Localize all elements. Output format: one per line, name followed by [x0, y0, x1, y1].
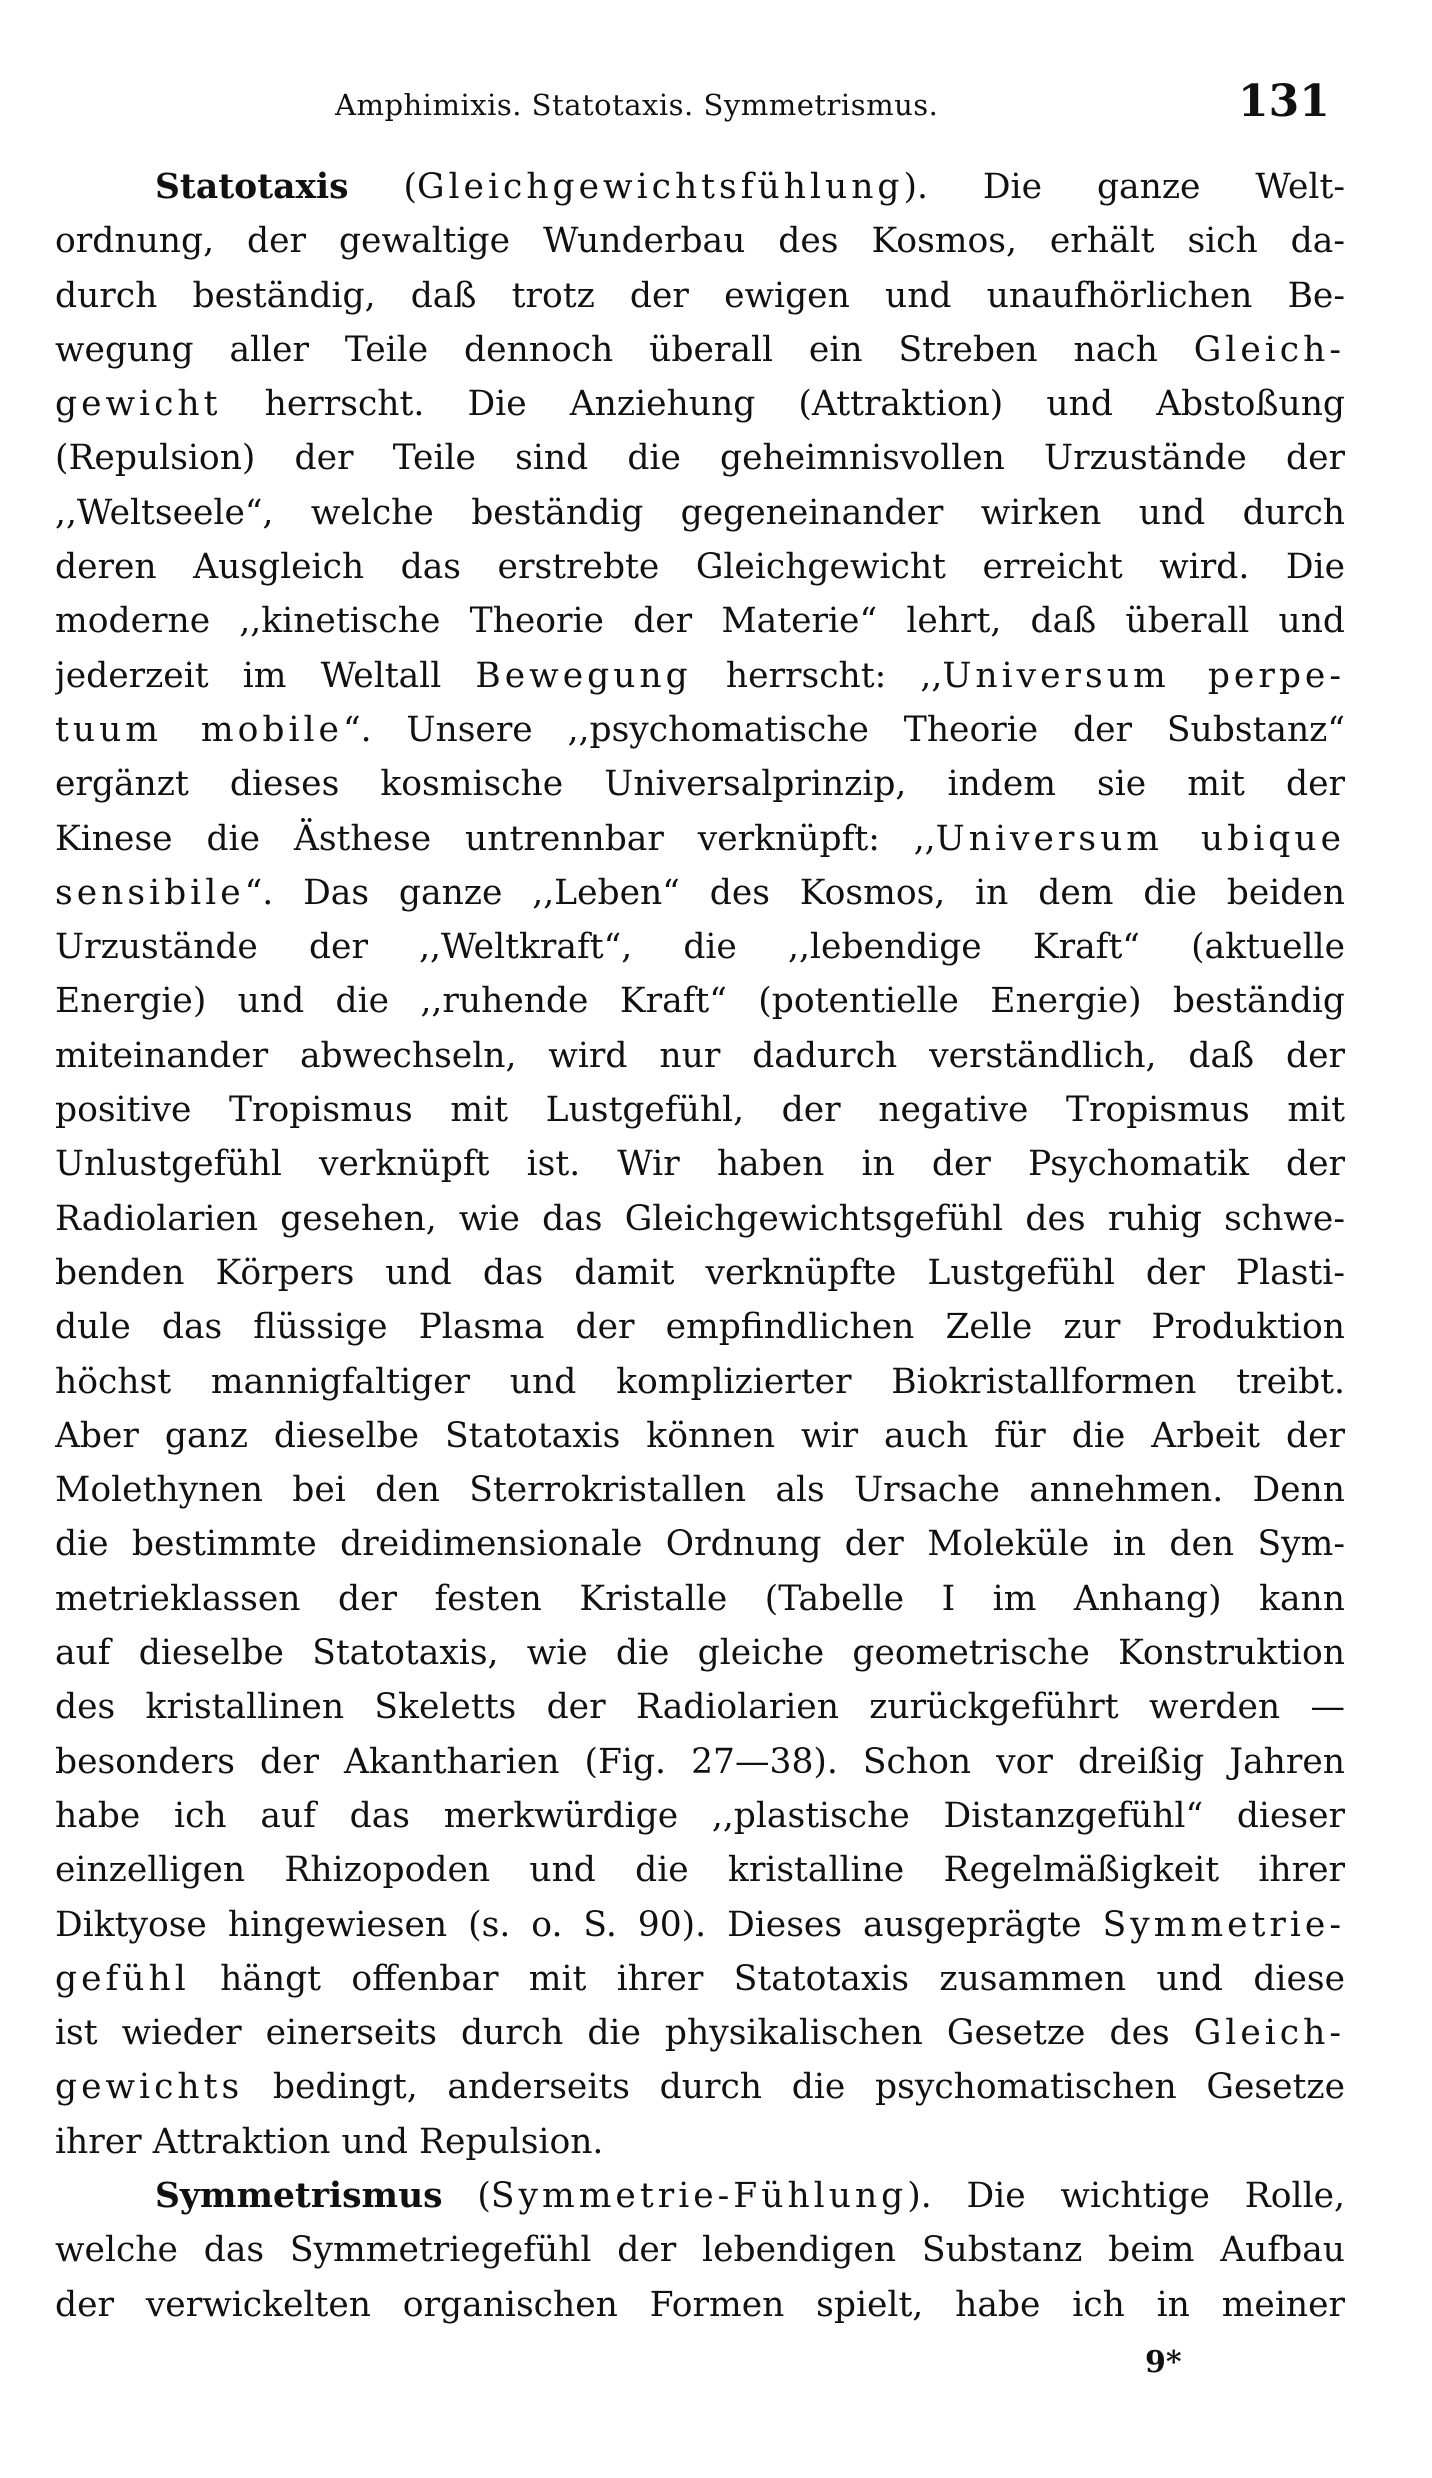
text-segment: ist wieder einerseits durch die physikalischen Gesetze des [55, 2013, 1194, 2054]
text-line [55, 1192, 1345, 1246]
text-line [55, 377, 1345, 431]
text-segment: die bestimmte dreidimensionale Ordnung der Moleküle in den Sym- [55, 1524, 1345, 1565]
text-line [55, 486, 1345, 540]
text-line [55, 2115, 1345, 2169]
spaced-emphasis: Symmetrie- [1102, 1904, 1345, 1945]
text-line [55, 1137, 1345, 1191]
text-line [55, 649, 1345, 703]
spaced-emphasis: Gleichgewichtsfühlung [416, 167, 904, 207]
spaced-emphasis: gewicht [55, 384, 222, 425]
text-line [55, 1898, 1345, 1952]
text-segment: (Repulsion) der Teile sind die geheimnisvollen Urzustände der [55, 438, 1345, 479]
text-line [55, 866, 1345, 920]
text-line [55, 160, 1345, 214]
text-segment: herrscht: ,, [691, 655, 943, 696]
text-segment: ( [442, 2175, 491, 2216]
text-segment: Urzustände der ,,Weltkraft“, die ,,lebendige Kraft“ (aktuelle [55, 927, 1345, 968]
text-segment: Aber ganz dieselbe Statotaxis können wir auch für die Arbeit der [55, 1415, 1345, 1456]
text-line [55, 1355, 1345, 1409]
text-line [55, 1517, 1345, 1571]
text-segment: der verwickelten organischen Formen spielt, habe ich in meiner [55, 2284, 1345, 2325]
text-line [55, 2060, 1345, 2114]
text-segment: jederzeit im Weltall [55, 655, 476, 696]
text-segment: Radiolarien gesehen, wie das Gleichgewichtsgefühl des ruhig schwe- [55, 1198, 1345, 1239]
text-line [55, 1572, 1345, 1626]
text-segment: einzelligen Rhizopoden und die kristalline Regelmäßigkeit ihrer [55, 1850, 1345, 1891]
text-segment: “. Das ganze ,,Leben“ des Kosmos, in dem die beiden [244, 872, 1345, 913]
text-line [55, 1789, 1345, 1843]
spaced-emphasis: sensibile [55, 872, 245, 913]
text-segment: deren Ausgleich das erstrebte Gleichgewicht erreicht wird. Die [55, 547, 1345, 588]
spaced-emphasis: Bewegung [475, 655, 692, 696]
text-line [55, 1626, 1345, 1680]
text-line [55, 1300, 1345, 1354]
text-line [55, 812, 1345, 866]
text-segment: ihrer Attraktion und Repulsion. [55, 2121, 604, 2162]
text-line [55, 2223, 1345, 2277]
text-segment: besonders der Akantharien (Fig. 27—38). Schon vor dreißig Jahren [55, 1741, 1345, 1782]
text-line [55, 540, 1345, 594]
text-line [55, 974, 1345, 1028]
text-segment: Diktyose hingewiesen (s. o. S. 90). Dieses ausgeprägte [55, 1904, 1103, 1945]
signature-mark: 9* [1145, 2345, 1182, 2380]
text-line [55, 269, 1345, 323]
page-number: 131 [1238, 76, 1330, 127]
text-line [55, 1952, 1345, 2006]
text-line [55, 1409, 1345, 1463]
text-segment: ). Die wichtige Rolle, [907, 2175, 1345, 2216]
text-segment: hängt offenbar mit ihrer Statotaxis zusammen und diese [189, 1958, 1345, 1999]
text-segment: moderne ,,kinetische Theorie der Materie“ lehrt, daß überall und [55, 601, 1345, 642]
text-segment: des kristallinen Skeletts der Radiolarien zurückgeführt werden — [55, 1687, 1345, 1728]
spaced-emphasis: Universum ubique [935, 818, 1345, 859]
text-segment: bedingt, anderseits durch die psychomatischen Gesetze [243, 2067, 1345, 2108]
text-segment: Unlustgefühl verknüpft ist. Wir haben in der Psychomatik der [55, 1144, 1345, 1185]
text-line [55, 323, 1345, 377]
text-segment: miteinander abwechseln, wird nur dadurch verständlich, daß der [55, 1035, 1345, 1076]
text-segment: Energie) und die ,,ruhende Kraft“ (potentielle Energie) beständig [55, 981, 1345, 1022]
text-segment: durch beständig, daß trotz der ewigen und unaufhörlichen Be- [55, 275, 1345, 316]
text-segment: ordnung, der gewaltige Wunderbau des Kosmos, erhält sich da- [55, 221, 1345, 262]
text-segment: herrscht. Die Anziehung (Attraktion) und Abstoßung [221, 384, 1345, 425]
text-line [55, 1735, 1345, 1789]
text-segment: ). Die ganze Welt- [903, 167, 1345, 207]
body-text [55, 160, 1345, 2332]
text-line [55, 920, 1345, 974]
text-segment: benden Körpers und das damit verknüpfte Lustgefühl der Plasti- [55, 1252, 1345, 1293]
spaced-emphasis: tuum mobile [55, 709, 343, 750]
text-line [55, 757, 1345, 811]
spaced-emphasis: Gleich- [1193, 329, 1345, 370]
text-line [55, 2006, 1345, 2060]
spaced-emphasis: gefühl [55, 1958, 190, 1999]
spaced-emphasis: Symmetrie-Fühlung [490, 2175, 908, 2216]
text-segment: höchst mannigfaltiger und komplizierter Biokristallformen treibt. [55, 1361, 1345, 1402]
text-segment: Kinese die Ästhese untrennbar verknüpft: ,, [55, 818, 936, 859]
text-line [55, 1843, 1345, 1897]
text-segment: wegung aller Teile dennoch überall ein Streben nach [55, 329, 1194, 370]
text-line [55, 214, 1345, 268]
text-segment: positive Tropismus mit Lustgefühl, der negative Tropismus mit [55, 1090, 1345, 1131]
text-segment: auf dieselbe Statotaxis, wie die gleiche geometrische Konstruktion [55, 1633, 1345, 1674]
bold-heading-word: Symmetrismus [155, 2175, 443, 2216]
text-line [55, 703, 1345, 757]
bold-heading-word: Statotaxis [155, 167, 349, 207]
text-line [55, 431, 1345, 485]
text-segment: ,,Weltseele“, welche beständig gegeneinander wirken und durch [55, 492, 1345, 533]
text-line [55, 1680, 1345, 1734]
text-line [55, 1083, 1345, 1137]
spaced-emphasis: gewichts [55, 2067, 244, 2108]
text-segment: ( [348, 167, 417, 207]
text-line [55, 1246, 1345, 1300]
text-segment: Molethynen bei den Sterrokristallen als Ursache annehmen. Denn [55, 1470, 1345, 1511]
text-segment: “. Unsere ,,psychomatische Theorie der Substanz“ [342, 709, 1345, 750]
running-head: Amphimixis. Statotaxis. Symmetrismus. [335, 88, 939, 122]
spaced-emphasis: Gleich- [1193, 2013, 1345, 2054]
text-segment: welche das Symmetriegefühl der lebendigen Substanz beim Aufbau [55, 2230, 1345, 2271]
text-segment: ergänzt dieses kosmische Universalprinzip, indem sie mit der [55, 764, 1345, 805]
text-line [55, 1463, 1345, 1517]
spaced-emphasis: Universum perpe- [942, 655, 1345, 696]
text-line [55, 2169, 1345, 2223]
text-segment: metrieklassen der festen Kristalle (Tabelle I im Anhang) kann [55, 1578, 1345, 1619]
text-line [55, 1029, 1345, 1083]
text-line [55, 594, 1345, 648]
text-segment: habe ich auf das merkwürdige ,,plastische Distanzgefühl“ dieser [55, 1795, 1345, 1836]
text-segment: dule das flüssige Plasma der empfindlichen Zelle zur Produktion [55, 1307, 1345, 1348]
text-line [55, 2278, 1345, 2332]
